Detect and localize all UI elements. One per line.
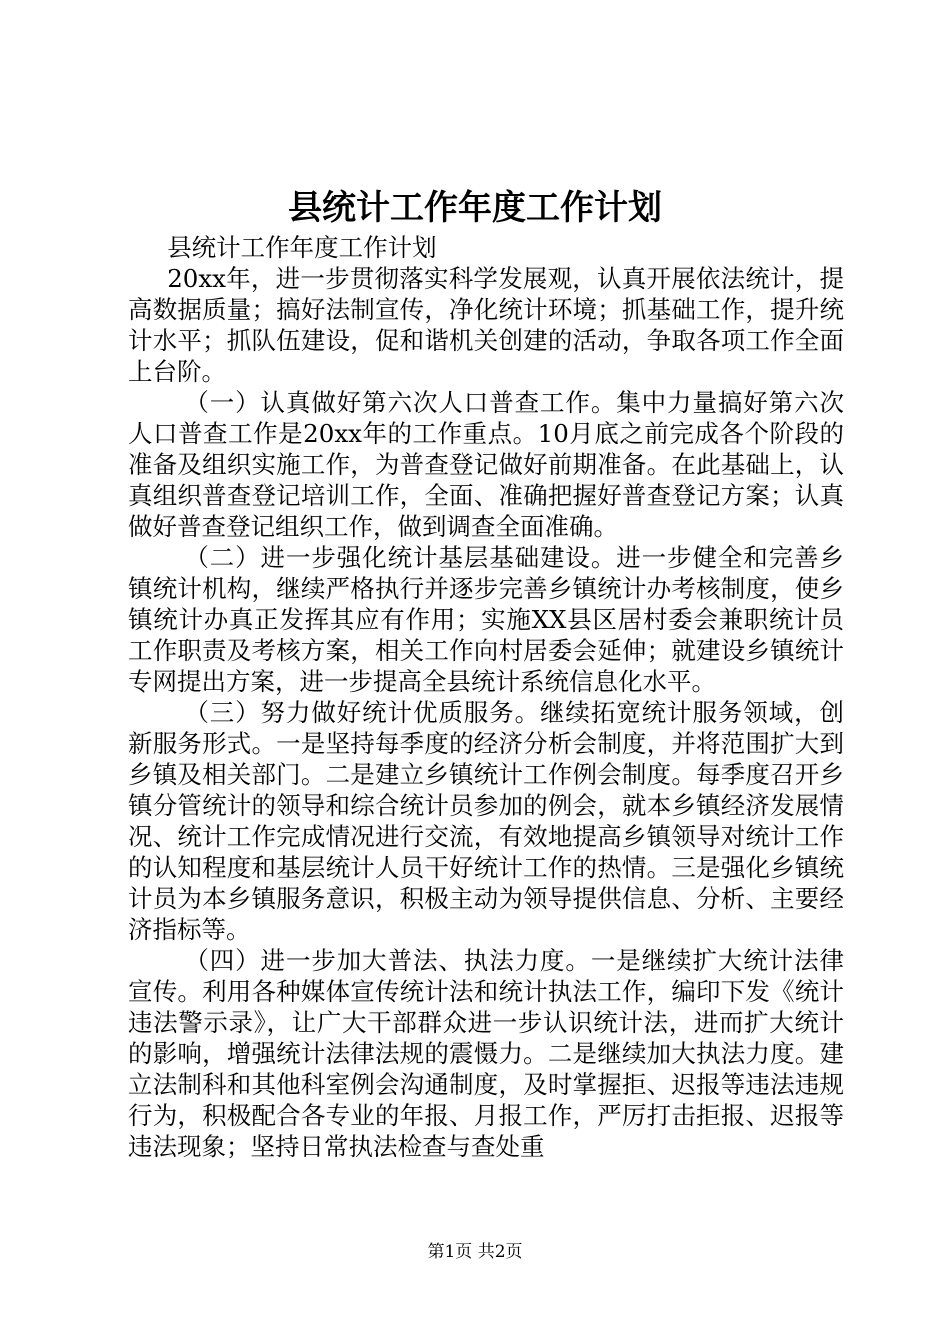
section-1-paragraph: （一）认真做好第六次人口普查工作。集中力量搞好第六次人口普查工作是20xx年的工作重点。10月底之前完成各个阶段的准备及组织实施工作，为普查登记做好前期准备。在此基础上，认真组织普查登记培训工作，全面、准确把握好普查登记方案；认真做好普查登记组织工作，做到调查全面准确。 (128, 388, 844, 541)
intro-paragraph: 20xx年，进一步贯彻落实科学发展观，认真开展依法统计，提高数据质量；搞好法制宣传，净化统计环境；抓基础工作，提升统计水平；抓队伍建设，促和谐机关创建的活动，争取各项工作全面上台阶。 (128, 264, 844, 386)
subtitle-paragraph: 县统计工作年度工作计划 (167, 233, 437, 262)
document-title: 县统计工作年度工作计划 (288, 188, 662, 228)
section-4-paragraph: （四）进一步加大普法、执法力度。一是继续扩大统计法律宣传。利用各种媒体宣传统计法和统计执法工作，编印下发《统计违法警示录》，让广大干部群众进一步认识统计法，进而扩大统计的影响，增强统计法律法规的震慑力。二是继续加大执法力度。建立法制科和其他科室例会沟通制度，及时掌握拒、迟报等违法违规行为，积极配合各专业的年报、月报工作，严厉打击拒报、迟报等违法现象；坚持日常执法检查与查处重 (128, 946, 844, 1161)
section-3-paragraph: （三）努力做好统计优质服务。继续拓宽统计服务领域，创新服务形式。一是坚持每季度的经济分析会制度，并将范围扩大到乡镇及相关部门。二是建立乡镇统计工作例会制度。每季度召开乡镇分管统计的领导和综合统计员参加的例会，就本乡镇经济发展情况、统计工作完成情况进行交流，有效地提高乡镇领导对统计工作的认知程度和基层统计人员干好统计工作的热情。三是强化乡镇统计员为本乡镇服务意识，积极主动为领导提供信息、分析、主要经济指标等。 (128, 698, 844, 944)
document-body (128, 232, 844, 1162)
section-2-paragraph: （二）进一步强化统计基层基础建设。进一步健全和完善乡镇统计机构，继续严格执行并逐步完善乡镇统计办考核制度，使乡镇统计办真正发挥其应有作用；实施XX县区居村委会兼职统计员工作职责及考核方案，相关工作向村居委会延伸；就建设乡镇统计专网提出方案，进一步提高全县统计系统信息化水平。 (128, 543, 844, 696)
page-footer: 第1页 共2页 (427, 1242, 523, 1262)
